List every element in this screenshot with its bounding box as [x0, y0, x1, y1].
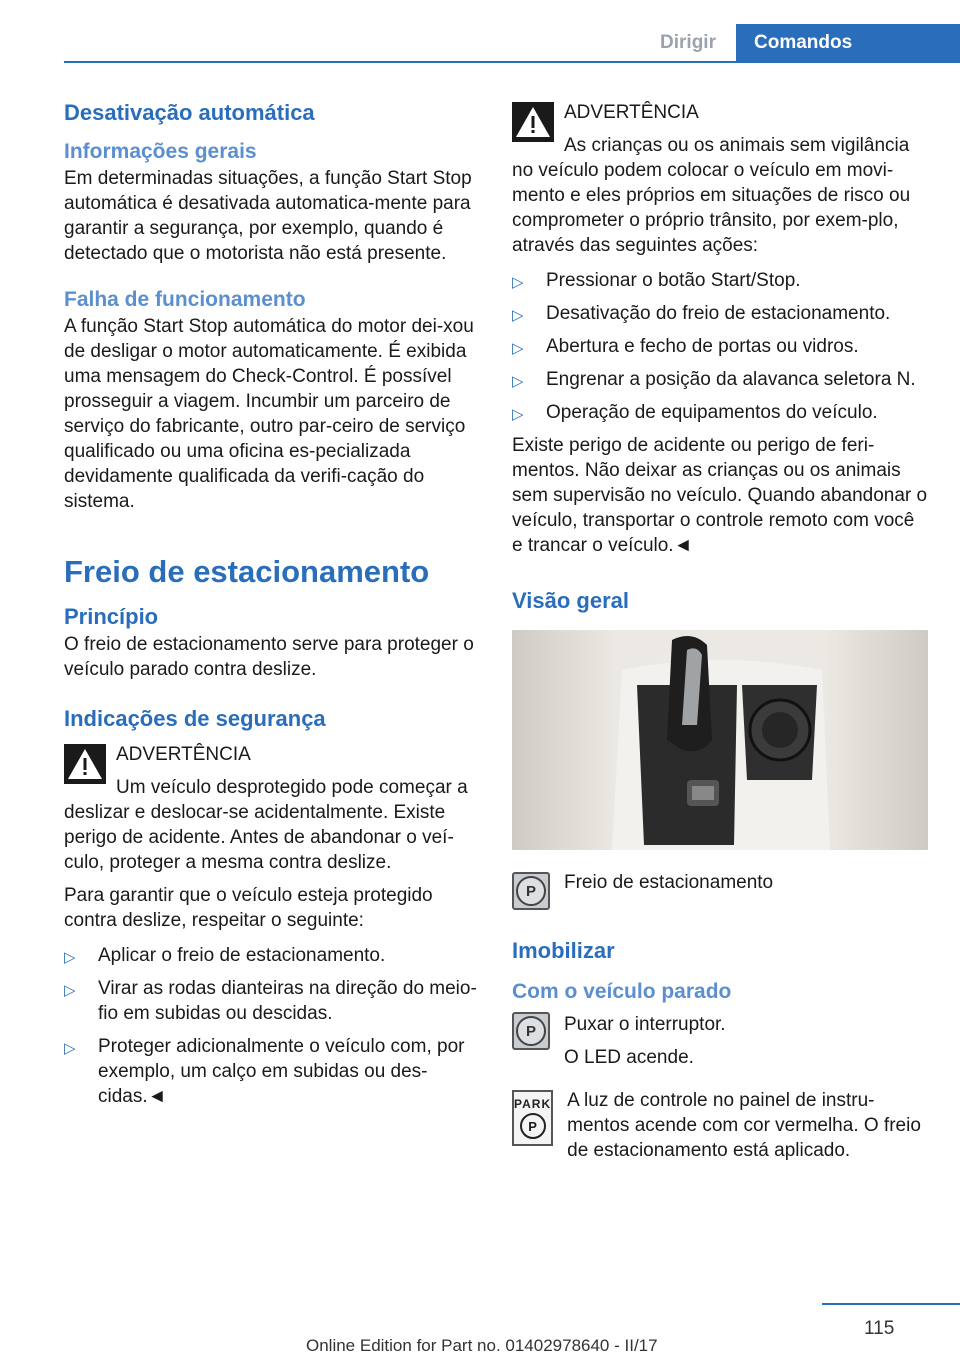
warning-text: Um veículo desprotegido pode começar a deslizar e deslocar-se acidentalmente. Existe perigo de acidente. Antes de abandonar o veí‐culo, proteger a mesma contra deslize.: [64, 777, 468, 873]
indicator-step: [512, 1090, 928, 1163]
list-item-text: Pressionar o botão Start/Stop.: [546, 270, 801, 291]
warning-block: [64, 742, 480, 875]
park-indicator-icon: [512, 1090, 553, 1146]
footer-rule: [822, 1303, 960, 1305]
warning-triangle-icon: [512, 102, 554, 142]
list-item: [64, 976, 480, 1026]
heading-principle: Princípio: [64, 604, 159, 629]
pull-switch-step: [512, 1012, 928, 1070]
footer-edition: Online Edition for Part no. 01402978640 - II/17: [306, 1336, 658, 1355]
warning-title: ADVERTÊNCIA: [564, 102, 699, 123]
bullet-triangle-icon: ▷: [64, 1040, 76, 1057]
list-item-text: Proteger adicionalmente o veículo com, por exemplo, um calço em subidas ou des‐cidas.◄: [98, 1036, 465, 1107]
list-item: [512, 334, 928, 359]
heading-malfunction: Falha de funcionamento: [64, 288, 306, 311]
heading-parking-brake: Freio de estacionamento: [64, 554, 430, 589]
paragraph-malfunction: A função Start Stop automática do motor dei‐xou de desligar o motor automaticamente. É exibida uma mensagem do Check-Control. É possível prosseguir a viagem. Incumbir um parceiro de serviço do fabricante, outro par‐ceiro de serviço qualificado ou uma oficina es‐pecializada devidamente qualificada da verifi‐cação do sistema.: [64, 316, 474, 512]
list-item-text: Desativação do freio de estacionamento.: [546, 303, 891, 324]
center-console-photo: [512, 630, 928, 850]
list-item: [512, 400, 928, 425]
bullet-triangle-icon: ▷: [512, 373, 524, 390]
paragraph-principle: O freio de estacionamento serve para proteger o veículo parado contra deslize.: [64, 634, 474, 680]
heading-general-info: Informações gerais: [64, 140, 257, 163]
warning-block: [512, 100, 928, 258]
list-item-text: Operação de equipamentos do veículo.: [546, 402, 878, 423]
parking-brake-switch-icon: [512, 1012, 550, 1050]
list-item: [512, 268, 928, 293]
header-chapter-tab: Comandos: [736, 24, 960, 62]
heading-auto-deactivation: Desativação automática: [64, 100, 315, 125]
warning-triangle-icon: [64, 744, 106, 784]
heading-immobilize: Imobilizar: [512, 938, 615, 963]
parking-brake-switch-legend: [512, 872, 928, 910]
list-item-text: Aplicar o freio de estacionamento.: [98, 945, 386, 966]
heading-overview: Visão geral: [512, 588, 629, 613]
p-circle-icon: P: [516, 1016, 546, 1046]
paragraph-danger: Existe perigo de acidente ou perigo de feri‐mentos. Não deixar as crianças ou os animais sem supervisão no veículo. Quando abandonar o veículo, transportar o controle remoto com você e trancar o veículo.◄: [512, 435, 928, 556]
parking-brake-switch-icon: [512, 872, 550, 910]
bullet-triangle-icon: ▷: [512, 274, 524, 291]
paragraph-pull: Puxar o interruptor.: [564, 1014, 726, 1035]
bullet-triangle-icon: ▷: [64, 982, 76, 999]
paragraph-led: O LED acende.: [564, 1047, 694, 1068]
list-item: [512, 367, 928, 392]
right-column: [512, 100, 928, 1163]
heading-safety: Indicações de segurança: [64, 706, 326, 731]
left-column: [64, 100, 480, 1117]
bullet-triangle-icon: ▷: [512, 406, 524, 423]
center-console-illustration: [512, 630, 928, 850]
list-item: [64, 1034, 480, 1109]
risk-bullet-list: [512, 268, 928, 425]
page-number: 115: [864, 1318, 895, 1339]
heading-stationary: Com o veículo parado: [512, 980, 732, 1003]
header-rule: [64, 61, 960, 63]
p-circle-icon: P: [520, 1113, 546, 1139]
p-circle-icon: P: [516, 876, 546, 906]
pull-switch-text: [550, 1012, 726, 1070]
warning-title: ADVERTÊNCIA: [116, 744, 251, 765]
warning-text: As crianças ou os animais sem vigilância no veículo podem colocar o veículo em movi‐mento e eles próprios em situações de risco ou comprometer o próprio trânsito, por exem‐plo, através das seguintes ações:: [512, 135, 911, 256]
list-item: [64, 943, 480, 968]
paragraph-general-info: Em determinadas situações, a função Start Stop automática é desativada automatica‐mente para garantir a segurança, por exemplo, quando é detectado que o motorista não está presente.: [64, 168, 472, 264]
list-item-text: Engrenar a posição da alavanca seletora N.: [546, 369, 916, 390]
bullet-triangle-icon: ▷: [512, 340, 524, 357]
bullet-triangle-icon: ▷: [64, 949, 76, 966]
park-label: PARK: [514, 1097, 552, 1111]
list-item: [512, 301, 928, 326]
header-section-label: Dirigir: [660, 32, 716, 53]
list-item-text: Abertura e fecho de portas ou vidros.: [546, 336, 859, 357]
bullet-triangle-icon: ▷: [512, 307, 524, 324]
list-item-text: Virar as rodas dianteiras na direção do meio-fio em subidas ou descidas.: [98, 978, 477, 1024]
paragraph-ensure: Para garantir que o veículo esteja protegido contra deslize, respeitar o seguinte:: [64, 885, 433, 931]
switch-label: Freio de estacionamento: [564, 872, 774, 893]
safety-bullet-list: [64, 943, 480, 1109]
paragraph-indicator: A luz de controle no painel de instru‐mentos acende com cor vermelha. O freio de estacionamento está aplicado.: [567, 1090, 921, 1161]
